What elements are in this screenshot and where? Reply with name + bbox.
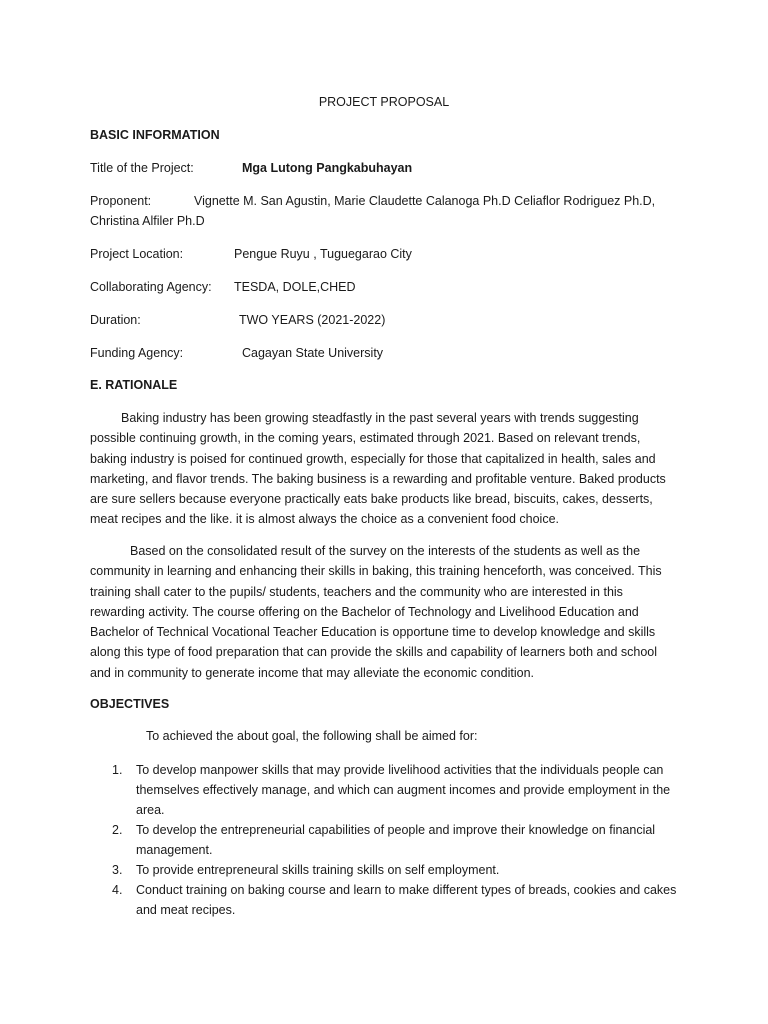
basic-info-heading: BASIC INFORMATION <box>90 128 220 142</box>
proponent-value: Vignette M. San Agustin, Marie Claudette Calanoga Ph.D Celiaflor Rodriguez Ph.D, <box>194 194 656 208</box>
rationale-heading: E. RATIONALE <box>90 378 178 392</box>
objective-number: 1. <box>112 763 123 777</box>
project-location-value: Pengue Ruyu , Tuguegarao City <box>234 247 412 261</box>
project-title-value: Mga Lutong Pangkabuhayan <box>242 161 413 175</box>
collaborating-agency-label: Collaborating Agency: <box>90 280 212 294</box>
objective-text: To provide entrepreneural skills training skills on self employment. <box>136 863 500 877</box>
objective-item-1 <box>90 760 690 820</box>
rationale-paragraph-2: Based on the consolidated result of the survey on the interests of the students as well as the community in learning and enhancing their skills in baking, this training henceforth, was conceived. This training shall cater to the pupils/ students, teachers and the community who are interested in this rewarding activity. The course offering on the Bachelor of Technology and Livelihood Education and Bachelor of Technical Vocational Teacher Education is opportune time to develop knowledge and skills along this type of food preparation that can provide the skills and capability of learners both and school and in community to generate income that may alleviate the economic condition. <box>90 544 662 680</box>
objective-number: 2. <box>112 823 123 837</box>
objectives-heading: OBJECTIVES <box>90 697 170 711</box>
objectives-list <box>90 760 690 920</box>
duration-value: TWO YEARS (2021-2022) <box>239 313 386 327</box>
proponent-label: Proponent: <box>90 194 152 208</box>
objective-text: Conduct training on baking course and learn to make different types of breads, cookies and cakes and meat recipes. <box>136 883 677 917</box>
objective-number: 4. <box>112 883 123 897</box>
objective-text: To develop the entrepreneurial capabilities of people and improve their knowledge on financial management. <box>136 823 656 857</box>
funding-agency-label: Funding Agency: <box>90 346 184 360</box>
funding-agency-value: Cagayan State University <box>242 346 384 360</box>
objective-item-2 <box>90 820 690 860</box>
duration-label: Duration: <box>90 313 141 327</box>
objective-text: To develop manpower skills that may provide livelihood activities that the individuals people can themselves effectively manage, and which can augment incomes and provide employment in the area. <box>136 763 671 817</box>
project-location-label: Project Location: <box>90 247 184 261</box>
document-title: PROJECT PROPOSAL <box>318 95 450 109</box>
objective-number: 3. <box>112 863 123 877</box>
objectives-intro: To achieved the about goal, the following shall be aimed for: <box>146 729 478 743</box>
project-title-label: Title of the Project: <box>90 161 194 175</box>
collaborating-agency-value: TESDA, DOLE,CHED <box>234 280 356 294</box>
objective-item-3 <box>90 860 690 880</box>
proponent-value-continued: Christina Alfiler Ph.D <box>90 214 205 228</box>
objective-item-4 <box>90 880 690 920</box>
rationale-paragraph-1: Baking industry has been growing steadfastly in the past several years with trends suggesting possible continuing growth, in the coming years, estimated through 2021. Based on relevant trends, baking industry is poised for continued growth, especially for those that capitalized in health, sales and marketing, and flavor trends. The baking business is a rewarding and profitable venture. Baked products are sure sellers because everyone practically eats bake products like bread, biscuits, cakes, desserts, meat recipes and the like. it is almost always the choice as a convenient food choice. <box>90 411 666 527</box>
